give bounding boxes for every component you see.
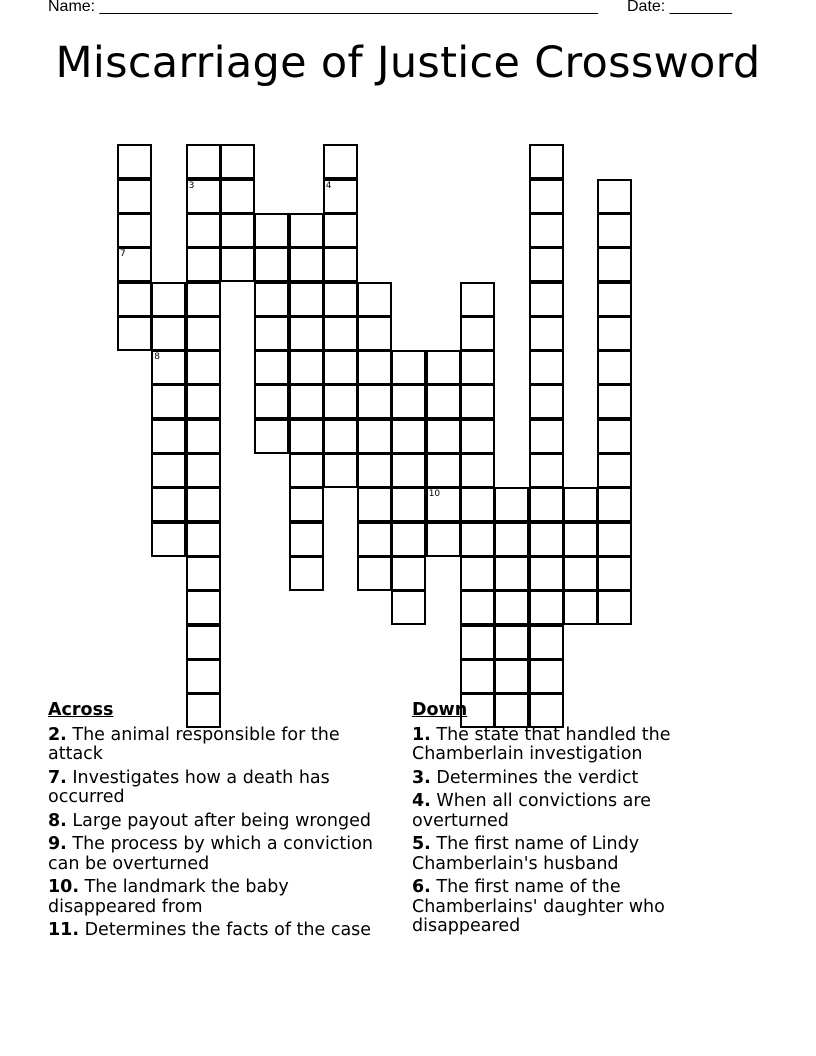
grid-cell[interactable] <box>529 556 564 591</box>
clue-item <box>48 812 393 832</box>
clue-item-number: 9. <box>48 834 67 854</box>
grid-cell[interactable] <box>426 487 461 522</box>
grid-cell[interactable] <box>323 316 358 351</box>
grid-cell[interactable] <box>597 487 632 522</box>
grid-cell[interactable] <box>151 487 186 522</box>
grid-cell[interactable] <box>323 419 358 454</box>
grid-cell[interactable] <box>254 247 289 282</box>
clue-item <box>48 769 393 808</box>
grid-cell[interactable] <box>289 487 324 522</box>
grid-cell[interactable] <box>494 659 529 694</box>
clue-item-text: Determines the verdict <box>430 767 639 788</box>
grid-cell[interactable] <box>357 384 392 419</box>
grid-cell[interactable] <box>426 350 461 385</box>
grid-cell[interactable] <box>460 659 495 694</box>
grid-cell[interactable] <box>289 350 324 385</box>
grid-cell[interactable] <box>151 384 186 419</box>
clue-item-text: Investigates how a death has occurred <box>48 767 330 807</box>
grid-cell[interactable] <box>323 384 358 419</box>
clue-number: 8 <box>154 352 161 363</box>
grid-cell[interactable] <box>357 522 392 557</box>
clue-item-number: 10. <box>48 877 80 897</box>
clue-item <box>412 792 722 831</box>
grid-cell[interactable] <box>391 590 426 625</box>
clue-item-text: The first name of the Chamberlains' daughter who disappeared <box>412 877 665 936</box>
grid-cell[interactable] <box>117 316 152 351</box>
grid-cell[interactable] <box>494 487 529 522</box>
grid-cell[interactable] <box>357 556 392 591</box>
grid-cell[interactable] <box>186 350 221 385</box>
grid-cell[interactable] <box>529 282 564 317</box>
down-clues <box>412 701 722 941</box>
grid-cell[interactable] <box>460 453 495 488</box>
clue-item-text: Large payout after being wronged <box>66 810 371 831</box>
grid-cell[interactable] <box>460 522 495 557</box>
grid-cell[interactable] <box>323 144 358 179</box>
grid-cell[interactable] <box>186 384 221 419</box>
date-field-label[interactable]: Date: _______ <box>627 0 732 15</box>
grid-cell[interactable] <box>494 590 529 625</box>
down-clue-list <box>412 726 722 937</box>
grid-cell[interactable] <box>289 282 324 317</box>
grid-cell[interactable] <box>323 282 358 317</box>
clue-item-number: 5. <box>412 834 431 854</box>
grid-cell[interactable] <box>254 213 289 248</box>
grid-cell[interactable] <box>597 419 632 454</box>
clue-item-text: Determines the facts of the case <box>79 920 372 940</box>
grid-cell[interactable] <box>460 282 495 317</box>
clue-number: 7 <box>120 249 126 260</box>
grid-cell[interactable] <box>289 247 324 282</box>
clue-item-number: 3. <box>412 767 431 788</box>
grid-cell[interactable] <box>597 282 632 317</box>
grid-cell[interactable] <box>357 487 392 522</box>
grid-cell[interactable] <box>563 590 598 625</box>
clue-item-text: The process by which a conviction can be overturned <box>48 834 373 874</box>
grid-cell[interactable] <box>289 316 324 351</box>
grid-cell[interactable] <box>391 487 426 522</box>
grid-cell[interactable] <box>254 419 289 454</box>
grid-cell[interactable] <box>186 556 221 591</box>
grid-cell[interactable] <box>597 213 632 248</box>
grid-cell[interactable] <box>391 556 426 591</box>
clue-number: 10 <box>428 489 441 500</box>
clue-item <box>48 726 393 765</box>
clue-item-number: 4. <box>412 791 431 811</box>
grid-cell[interactable] <box>117 282 152 317</box>
clue-item-text: The animal responsible for the attack <box>48 724 340 764</box>
grid-cell[interactable] <box>289 213 324 248</box>
grid-cell[interactable] <box>323 213 358 248</box>
grid-cell[interactable] <box>529 213 564 248</box>
grid-cell[interactable] <box>460 316 495 351</box>
clue-item <box>412 726 722 765</box>
grid-cell[interactable] <box>289 556 324 591</box>
grid-cell[interactable] <box>186 453 221 488</box>
grid-cell[interactable] <box>529 316 564 351</box>
grid-cell[interactable] <box>426 522 461 557</box>
grid-cell[interactable] <box>597 522 632 557</box>
grid-cell[interactable] <box>597 247 632 282</box>
grid-cell[interactable] <box>289 384 324 419</box>
grid-cell[interactable] <box>391 419 426 454</box>
grid-cell[interactable] <box>186 179 221 214</box>
grid-cell[interactable] <box>323 179 358 214</box>
grid-cell[interactable] <box>357 282 392 317</box>
grid-cell[interactable] <box>563 556 598 591</box>
clue-item <box>48 921 393 941</box>
grid-cell[interactable] <box>494 625 529 660</box>
grid-cell[interactable] <box>529 625 564 660</box>
grid-cell[interactable] <box>254 350 289 385</box>
clue-item-number: 11. <box>48 920 80 940</box>
grid-cell[interactable] <box>460 556 495 591</box>
grid-cell[interactable] <box>460 384 495 419</box>
grid-cell[interactable] <box>460 350 495 385</box>
across-heading: Across <box>48 700 114 720</box>
grid-cell[interactable] <box>117 179 152 214</box>
grid-cell[interactable] <box>597 590 632 625</box>
grid-cell[interactable] <box>254 282 289 317</box>
clue-item <box>412 835 722 874</box>
grid-cell[interactable] <box>597 453 632 488</box>
grid-cell[interactable] <box>186 522 221 557</box>
grid-cell[interactable] <box>186 590 221 625</box>
clue-item-number: 8. <box>48 810 67 831</box>
grid-cell[interactable] <box>254 316 289 351</box>
grid-cell[interactable] <box>220 144 255 179</box>
grid-cell[interactable] <box>220 179 255 214</box>
grid-cell[interactable] <box>357 316 392 351</box>
grid-cell[interactable] <box>151 453 186 488</box>
page-title: Miscarriage of Justice Crossword <box>55 38 761 88</box>
grid-cell[interactable] <box>529 144 564 179</box>
grid-cell[interactable] <box>391 384 426 419</box>
grid-cell[interactable] <box>563 487 598 522</box>
clue-item <box>48 835 393 874</box>
grid-cell[interactable] <box>391 522 426 557</box>
across-clue-list <box>48 726 393 941</box>
grid-cell[interactable] <box>254 384 289 419</box>
name-field-label[interactable]: Name: ________________________________________________________ <box>48 0 598 15</box>
clue-item-text: The first name of Lindy Chamberlain's husband <box>412 834 640 874</box>
grid-cell[interactable] <box>494 522 529 557</box>
grid-cell[interactable] <box>357 453 392 488</box>
grid-cell[interactable] <box>460 625 495 660</box>
grid-cell[interactable] <box>529 453 564 488</box>
grid-cell[interactable] <box>117 213 152 248</box>
grid-cell[interactable] <box>529 179 564 214</box>
grid-cell[interactable] <box>563 522 598 557</box>
grid-cell[interactable] <box>186 625 221 660</box>
grid-cell[interactable] <box>391 350 426 385</box>
grid-cell[interactable] <box>117 144 152 179</box>
grid-cell[interactable] <box>426 384 461 419</box>
grid-cell[interactable] <box>151 282 186 317</box>
grid-cell[interactable] <box>289 419 324 454</box>
grid-cell[interactable] <box>529 419 564 454</box>
grid-cell[interactable] <box>289 453 324 488</box>
grid-cell[interactable] <box>151 419 186 454</box>
grid-cell[interactable] <box>289 522 324 557</box>
grid-cell[interactable] <box>151 350 186 385</box>
grid-cell[interactable] <box>323 453 358 488</box>
grid-cell[interactable] <box>597 350 632 385</box>
grid-cell[interactable] <box>151 522 186 557</box>
grid-cell[interactable] <box>186 316 221 351</box>
grid-cell[interactable] <box>597 316 632 351</box>
grid-cell[interactable] <box>529 350 564 385</box>
grid-cell[interactable] <box>460 590 495 625</box>
clue-number: 4 <box>325 180 332 191</box>
clue-item-number: 2. <box>48 724 67 745</box>
grid-cell[interactable] <box>323 247 358 282</box>
grid-cell[interactable] <box>460 487 495 522</box>
grid-cell[interactable] <box>529 659 564 694</box>
clue-item-text: The landmark the baby disappeared from <box>48 877 289 917</box>
grid-cell[interactable] <box>186 247 221 282</box>
grid-cell[interactable] <box>186 144 221 179</box>
grid-cell[interactable] <box>597 384 632 419</box>
grid-cell[interactable] <box>426 453 461 488</box>
clue-item <box>412 769 722 789</box>
grid-cell[interactable] <box>529 522 564 557</box>
clue-number: 3 <box>188 180 195 191</box>
grid-cell[interactable] <box>186 487 221 522</box>
grid-cell[interactable] <box>529 247 564 282</box>
grid-cell[interactable] <box>460 419 495 454</box>
grid-cell[interactable] <box>323 350 358 385</box>
grid-cell[interactable] <box>220 247 255 282</box>
grid-cell[interactable] <box>426 419 461 454</box>
grid-cell[interactable] <box>597 179 632 214</box>
clue-item <box>412 878 722 937</box>
grid-cell[interactable] <box>357 419 392 454</box>
grid-cell[interactable] <box>529 590 564 625</box>
grid-cell[interactable] <box>494 556 529 591</box>
clue-item-text: When all convictions are overturned <box>412 791 651 831</box>
clue-item-number: 7. <box>48 767 67 788</box>
grid-cell[interactable] <box>391 453 426 488</box>
grid-cell[interactable] <box>151 316 186 351</box>
grid-cell[interactable] <box>186 213 221 248</box>
down-heading: Down <box>412 700 468 720</box>
clue-item-number: 1. <box>412 724 431 745</box>
grid-cell[interactable] <box>186 659 221 694</box>
clue-item-number: 6. <box>412 877 431 897</box>
grid-cell[interactable] <box>597 556 632 591</box>
across-clues <box>48 701 393 945</box>
grid-cell[interactable] <box>529 384 564 419</box>
clue-item <box>48 878 393 917</box>
grid-cell[interactable] <box>186 282 221 317</box>
grid-cell[interactable] <box>357 350 392 385</box>
grid-cell[interactable] <box>220 213 255 248</box>
grid-cell[interactable] <box>529 487 564 522</box>
grid-cell[interactable] <box>117 247 152 282</box>
clue-item-text: The state that handled the Chamberlain investigation <box>412 724 671 764</box>
grid-cell[interactable] <box>186 419 221 454</box>
